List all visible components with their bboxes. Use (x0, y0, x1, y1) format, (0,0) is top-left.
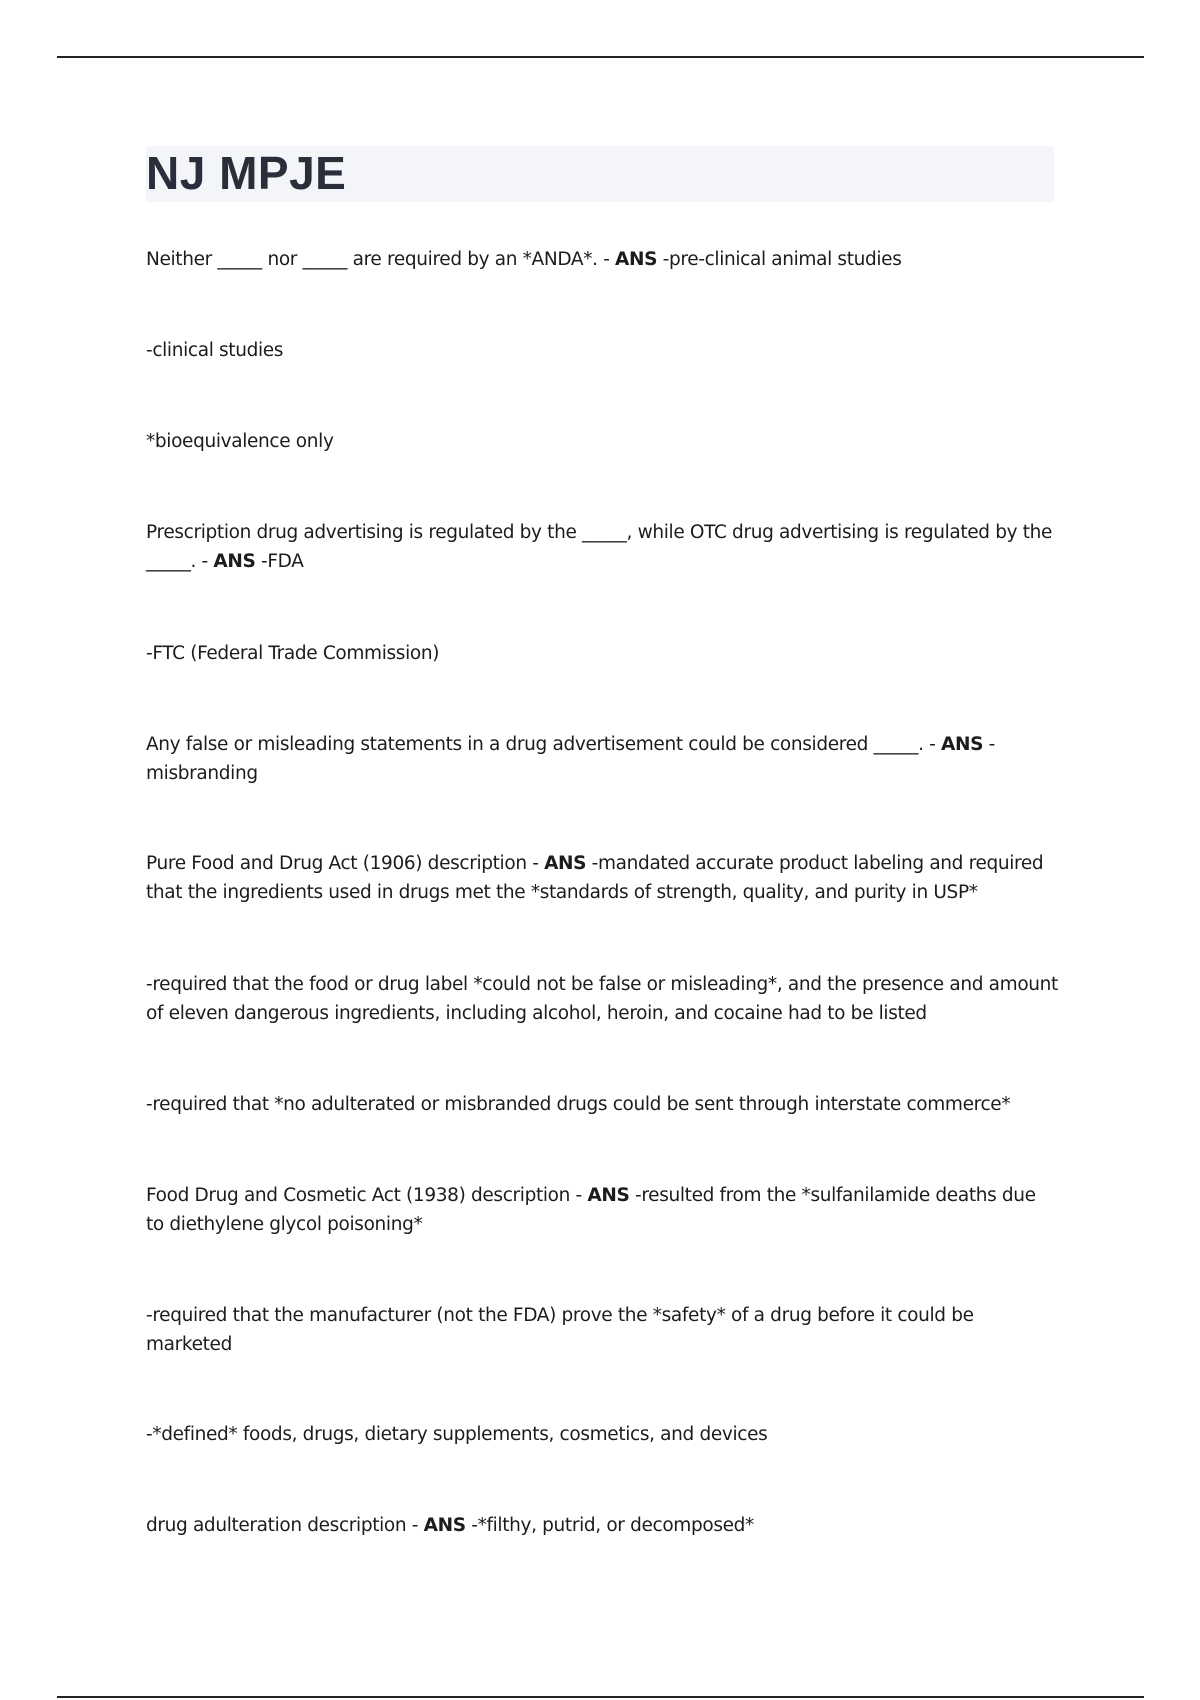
answer-text: -pre-clinical animal studies (657, 249, 902, 270)
answer-text: -misbranding (146, 734, 995, 784)
qa-paragraph (146, 1420, 1058, 1449)
answer-text: -mandated accurate product labeling and required that the ingredients used in drugs met the *standards of strength, quality, and purity in USP* (146, 853, 1044, 903)
answer-text: -FTC (Federal Trade Commission) (146, 643, 440, 664)
qa-paragraph (146, 970, 1058, 1028)
ans-label: ANS (213, 551, 256, 572)
question-text: Food Drug and Cosmetic Act (1938) description - (146, 1185, 588, 1206)
question-text: Prescription drug advertising is regulated by the _____, while OTC drug advertising is regulated by the _____. - (146, 522, 1053, 572)
answer-text: -resulted from the *sulfanilamide deaths due to diethylene glycol poisoning* (146, 1185, 1036, 1235)
top-rule (57, 56, 1144, 58)
answer-text: -clinical studies (146, 340, 284, 361)
qa-paragraph (146, 1090, 1058, 1119)
question-text: Neither _____ nor _____ are required by an *ANDA*. - (146, 249, 616, 270)
answer-text: -*filthy, putrid, or decomposed* (465, 1515, 754, 1536)
qa-paragraph (146, 849, 1058, 907)
qa-paragraph (146, 1511, 1058, 1540)
qa-paragraph (146, 1301, 1058, 1359)
qa-paragraph (146, 427, 1058, 456)
qa-paragraph (146, 518, 1058, 576)
answer-text: -required that *no adulterated or misbranded drugs could be sent through interstate commerce* (146, 1094, 1011, 1115)
qa-paragraph (146, 730, 1058, 788)
answer-text: -required that the food or drug label *could not be false or misleading*, and the presence and amount of eleven dangerous ingredients, including alcohol, heroin, and cocaine had to be listed (146, 974, 1058, 1024)
question-text: drug adulteration description - (146, 1515, 424, 1536)
answer-text: -required that the manufacturer (not the FDA) prove the *safety* of a drug before it could be marketed (146, 1305, 974, 1355)
answer-text: -*defined* foods, drugs, dietary supplements, cosmetics, and devices (146, 1424, 768, 1445)
question-text: Pure Food and Drug Act (1906) description - (146, 853, 545, 874)
qa-paragraph (146, 1181, 1058, 1239)
ans-label: ANS (544, 853, 587, 874)
ans-label: ANS (615, 249, 658, 270)
ans-label: ANS (941, 734, 984, 755)
answer-text: *bioequivalence only (146, 431, 334, 452)
qa-paragraph (146, 245, 1058, 274)
ans-label: ANS (587, 1185, 630, 1206)
ans-label: ANS (423, 1515, 466, 1536)
qa-paragraph (146, 639, 1058, 668)
qa-paragraph (146, 336, 1058, 365)
answer-text: -FDA (255, 551, 304, 572)
question-text: Any false or misleading statements in a drug advertisement could be considered _____. - (146, 734, 941, 755)
bottom-rule (57, 1696, 1144, 1698)
page-title: NJ MPJE (146, 147, 347, 199)
